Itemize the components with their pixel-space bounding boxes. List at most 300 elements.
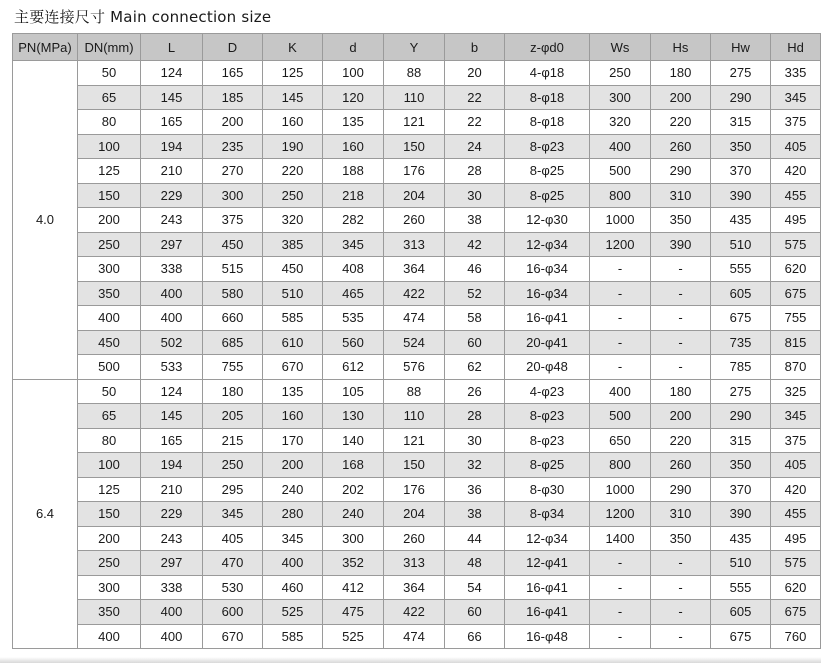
table-cell: 52 bbox=[445, 281, 505, 306]
table-cell: 435 bbox=[711, 526, 771, 551]
table-cell: 275 bbox=[711, 379, 771, 404]
table-cell: 297 bbox=[141, 232, 203, 257]
column-header: Hd bbox=[771, 34, 821, 61]
table-cell: 121 bbox=[384, 428, 445, 453]
table-cell: 150 bbox=[78, 183, 141, 208]
table-cell: 408 bbox=[323, 257, 384, 282]
table-cell: 400 bbox=[141, 281, 203, 306]
table-cell: 675 bbox=[711, 624, 771, 649]
table-cell: - bbox=[590, 257, 651, 282]
table-cell: 30 bbox=[445, 183, 505, 208]
table-cell: 215 bbox=[203, 428, 263, 453]
column-header: b bbox=[445, 34, 505, 61]
table-row bbox=[13, 502, 821, 527]
table-cell: - bbox=[651, 281, 711, 306]
table-cell: 405 bbox=[203, 526, 263, 551]
table-row bbox=[13, 600, 821, 625]
table-cell: 210 bbox=[141, 159, 203, 184]
table-cell: 400 bbox=[590, 134, 651, 159]
table-cell: 290 bbox=[711, 404, 771, 429]
table-cell: 260 bbox=[651, 134, 711, 159]
table-cell: 110 bbox=[384, 404, 445, 429]
table-cell: 815 bbox=[771, 330, 821, 355]
table-cell: 180 bbox=[203, 379, 263, 404]
table-cell: 370 bbox=[711, 159, 771, 184]
table-cell: 8-φ34 bbox=[505, 502, 590, 527]
table-row bbox=[13, 85, 821, 110]
table-cell: 650 bbox=[590, 428, 651, 453]
table-cell: 220 bbox=[651, 110, 711, 135]
table-cell: 165 bbox=[141, 110, 203, 135]
table-cell: 364 bbox=[384, 257, 445, 282]
table-row bbox=[13, 428, 821, 453]
table-cell: 455 bbox=[771, 183, 821, 208]
table-cell: 80 bbox=[78, 428, 141, 453]
table-cell: 620 bbox=[771, 575, 821, 600]
table-row bbox=[13, 551, 821, 576]
table-cell: 474 bbox=[384, 306, 445, 331]
table-row bbox=[13, 61, 821, 86]
table-cell: 140 bbox=[323, 428, 384, 453]
table-cell: 250 bbox=[203, 453, 263, 478]
table-cell: 190 bbox=[263, 134, 323, 159]
table-row bbox=[13, 355, 821, 380]
table-cell: 4-φ23 bbox=[505, 379, 590, 404]
table-cell: 1200 bbox=[590, 232, 651, 257]
table-cell: 533 bbox=[141, 355, 203, 380]
table-cell: 235 bbox=[203, 134, 263, 159]
table-cell: 800 bbox=[590, 453, 651, 478]
table-cell: 345 bbox=[771, 404, 821, 429]
column-header: L bbox=[141, 34, 203, 61]
table-cell: 250 bbox=[78, 551, 141, 576]
table-cell: 42 bbox=[445, 232, 505, 257]
table-cell: - bbox=[651, 575, 711, 600]
table-cell: 400 bbox=[78, 306, 141, 331]
table-cell: 525 bbox=[263, 600, 323, 625]
table-cell: 194 bbox=[141, 134, 203, 159]
table-cell: 250 bbox=[78, 232, 141, 257]
column-header: Ws bbox=[590, 34, 651, 61]
table-cell: 135 bbox=[323, 110, 384, 135]
table-cell: 475 bbox=[323, 600, 384, 625]
table-cell: 160 bbox=[263, 404, 323, 429]
table-cell: 524 bbox=[384, 330, 445, 355]
table-cell: 535 bbox=[323, 306, 384, 331]
table-cell: 218 bbox=[323, 183, 384, 208]
table-cell: 555 bbox=[711, 257, 771, 282]
table-cell: 460 bbox=[263, 575, 323, 600]
table-cell: 250 bbox=[590, 61, 651, 86]
table-row bbox=[13, 404, 821, 429]
table-cell: 80 bbox=[78, 110, 141, 135]
table-cell: 320 bbox=[590, 110, 651, 135]
table-cell: - bbox=[651, 551, 711, 576]
table-cell: 160 bbox=[263, 110, 323, 135]
table-cell: 28 bbox=[445, 159, 505, 184]
table-cell: - bbox=[590, 575, 651, 600]
table-header-row bbox=[13, 34, 821, 61]
table-cell: 605 bbox=[711, 281, 771, 306]
table-cell: 168 bbox=[323, 453, 384, 478]
table-cell: 243 bbox=[141, 526, 203, 551]
table-cell: 290 bbox=[711, 85, 771, 110]
table-row bbox=[13, 306, 821, 331]
table-cell: 313 bbox=[384, 232, 445, 257]
table-cell: - bbox=[651, 306, 711, 331]
table-row bbox=[13, 281, 821, 306]
table-cell: 280 bbox=[263, 502, 323, 527]
table-cell: 345 bbox=[323, 232, 384, 257]
table-cell: 290 bbox=[651, 477, 711, 502]
table-cell: 58 bbox=[445, 306, 505, 331]
table-cell: - bbox=[590, 330, 651, 355]
table-cell: 130 bbox=[323, 404, 384, 429]
column-header: d bbox=[323, 34, 384, 61]
table-cell: 200 bbox=[78, 526, 141, 551]
table-cell: 405 bbox=[771, 134, 821, 159]
table-cell: 435 bbox=[711, 208, 771, 233]
table-cell: 350 bbox=[78, 281, 141, 306]
table-cell: 150 bbox=[78, 502, 141, 527]
table-row bbox=[13, 624, 821, 649]
table-cell: 585 bbox=[263, 306, 323, 331]
table-cell: 205 bbox=[203, 404, 263, 429]
table-cell: 220 bbox=[263, 159, 323, 184]
table-cell: 755 bbox=[203, 355, 263, 380]
table-cell: 8-φ25 bbox=[505, 183, 590, 208]
table-cell: 575 bbox=[771, 232, 821, 257]
table-cell: 4-φ18 bbox=[505, 61, 590, 86]
table-cell: 422 bbox=[384, 600, 445, 625]
table-cell: 390 bbox=[651, 232, 711, 257]
table-cell: 1200 bbox=[590, 502, 651, 527]
table-cell: 12-φ34 bbox=[505, 232, 590, 257]
table-cell: 120 bbox=[323, 85, 384, 110]
table-cell: 390 bbox=[711, 183, 771, 208]
table-cell: 297 bbox=[141, 551, 203, 576]
table-cell: 12-φ34 bbox=[505, 526, 590, 551]
table-cell: 310 bbox=[651, 502, 711, 527]
table-cell: 38 bbox=[445, 208, 505, 233]
table-cell: 450 bbox=[203, 232, 263, 257]
table-cell: 785 bbox=[711, 355, 771, 380]
table-cell: 338 bbox=[141, 257, 203, 282]
table-cell: 121 bbox=[384, 110, 445, 135]
table-cell: 335 bbox=[771, 61, 821, 86]
table-cell: 202 bbox=[323, 477, 384, 502]
table-cell: 670 bbox=[203, 624, 263, 649]
column-header: Hs bbox=[651, 34, 711, 61]
table-cell: - bbox=[651, 355, 711, 380]
table-cell: 8-φ23 bbox=[505, 428, 590, 453]
table-cell: 260 bbox=[384, 526, 445, 551]
pressure-rating-cell: 6.4 bbox=[13, 379, 78, 649]
table-cell: 300 bbox=[78, 257, 141, 282]
table-row bbox=[13, 526, 821, 551]
table-cell: 16-φ41 bbox=[505, 306, 590, 331]
table-cell: 165 bbox=[141, 428, 203, 453]
table-cell: 352 bbox=[323, 551, 384, 576]
table-cell: 375 bbox=[771, 110, 821, 135]
table-cell: 180 bbox=[651, 379, 711, 404]
table-cell: 16-φ41 bbox=[505, 575, 590, 600]
table-cell: 188 bbox=[323, 159, 384, 184]
table-cell: 1000 bbox=[590, 477, 651, 502]
table-cell: 385 bbox=[263, 232, 323, 257]
table-cell: 20-φ48 bbox=[505, 355, 590, 380]
table-cell: 240 bbox=[323, 502, 384, 527]
table-cell: 450 bbox=[263, 257, 323, 282]
table-cell: 350 bbox=[651, 526, 711, 551]
table-cell: 735 bbox=[711, 330, 771, 355]
table-cell: 8-φ23 bbox=[505, 134, 590, 159]
table-cell: 400 bbox=[590, 379, 651, 404]
table-cell: - bbox=[590, 600, 651, 625]
table-cell: 313 bbox=[384, 551, 445, 576]
column-header: Y bbox=[384, 34, 445, 61]
table-cell: 8-φ25 bbox=[505, 159, 590, 184]
table-cell: 295 bbox=[203, 477, 263, 502]
table-cell: 495 bbox=[771, 526, 821, 551]
table-cell: 502 bbox=[141, 330, 203, 355]
table-cell: 62 bbox=[445, 355, 505, 380]
table-cell: 12-φ41 bbox=[505, 551, 590, 576]
table-cell: 350 bbox=[78, 600, 141, 625]
table-cell: 243 bbox=[141, 208, 203, 233]
table-row bbox=[13, 257, 821, 282]
table-cell: 60 bbox=[445, 600, 505, 625]
table-cell: 1400 bbox=[590, 526, 651, 551]
table-cell: 50 bbox=[78, 61, 141, 86]
table-cell: 26 bbox=[445, 379, 505, 404]
column-header: K bbox=[263, 34, 323, 61]
column-header: Hw bbox=[711, 34, 771, 61]
table-cell: 560 bbox=[323, 330, 384, 355]
table-cell: 605 bbox=[711, 600, 771, 625]
table-cell: 124 bbox=[141, 61, 203, 86]
table-cell: 204 bbox=[384, 502, 445, 527]
table-cell: 100 bbox=[323, 61, 384, 86]
table-cell: 8-φ18 bbox=[505, 85, 590, 110]
table-cell: 200 bbox=[203, 110, 263, 135]
table-cell: 8-φ18 bbox=[505, 110, 590, 135]
table-cell: 370 bbox=[711, 477, 771, 502]
table-cell: 65 bbox=[78, 404, 141, 429]
table-cell: 20 bbox=[445, 61, 505, 86]
table-cell: 412 bbox=[323, 575, 384, 600]
table-cell: 400 bbox=[78, 624, 141, 649]
table-cell: 350 bbox=[711, 134, 771, 159]
table-cell: 300 bbox=[78, 575, 141, 600]
table-cell: - bbox=[651, 600, 711, 625]
table-cell: 44 bbox=[445, 526, 505, 551]
table-cell: 180 bbox=[651, 61, 711, 86]
table-cell: 670 bbox=[263, 355, 323, 380]
table-cell: 260 bbox=[651, 453, 711, 478]
table-cell: 470 bbox=[203, 551, 263, 576]
table-cell: 200 bbox=[651, 404, 711, 429]
table-cell: 124 bbox=[141, 379, 203, 404]
table-row bbox=[13, 477, 821, 502]
table-cell: 204 bbox=[384, 183, 445, 208]
table-cell: 420 bbox=[771, 159, 821, 184]
table-cell: 28 bbox=[445, 404, 505, 429]
table-cell: 345 bbox=[263, 526, 323, 551]
table-cell: 675 bbox=[711, 306, 771, 331]
table-cell: 510 bbox=[263, 281, 323, 306]
table-cell: 100 bbox=[78, 134, 141, 159]
table-cell: 200 bbox=[263, 453, 323, 478]
table-cell: 20-φ41 bbox=[505, 330, 590, 355]
table-cell: 500 bbox=[78, 355, 141, 380]
table-cell: 525 bbox=[323, 624, 384, 649]
table-row bbox=[13, 453, 821, 478]
table-cell: 8-φ25 bbox=[505, 453, 590, 478]
table-cell: 110 bbox=[384, 85, 445, 110]
table-cell: 300 bbox=[323, 526, 384, 551]
table-cell: 375 bbox=[771, 428, 821, 453]
table-cell: 36 bbox=[445, 477, 505, 502]
table-cell: 375 bbox=[203, 208, 263, 233]
table-row bbox=[13, 183, 821, 208]
table-cell: 229 bbox=[141, 183, 203, 208]
table-cell: 600 bbox=[203, 600, 263, 625]
table-cell: 150 bbox=[384, 134, 445, 159]
table-cell: 612 bbox=[323, 355, 384, 380]
table-cell: 16-φ34 bbox=[505, 281, 590, 306]
table-row bbox=[13, 134, 821, 159]
table-cell: 46 bbox=[445, 257, 505, 282]
table-cell: 620 bbox=[771, 257, 821, 282]
table-cell: 400 bbox=[263, 551, 323, 576]
table-cell: 88 bbox=[384, 379, 445, 404]
table-cell: 675 bbox=[771, 600, 821, 625]
table-cell: 474 bbox=[384, 624, 445, 649]
table-cell: 270 bbox=[203, 159, 263, 184]
table-cell: 65 bbox=[78, 85, 141, 110]
table-cell: 530 bbox=[203, 575, 263, 600]
table-cell: 422 bbox=[384, 281, 445, 306]
page-title: 主要连接尺寸 Main connection size bbox=[14, 8, 272, 26]
table-cell: 1000 bbox=[590, 208, 651, 233]
table-cell: 176 bbox=[384, 477, 445, 502]
table-cell: 125 bbox=[78, 159, 141, 184]
table-cell: 200 bbox=[651, 85, 711, 110]
table-cell: 576 bbox=[384, 355, 445, 380]
table-cell: 510 bbox=[711, 551, 771, 576]
table-cell: 16-φ34 bbox=[505, 257, 590, 282]
table-cell: - bbox=[651, 330, 711, 355]
table-cell: 390 bbox=[711, 502, 771, 527]
table-cell: - bbox=[590, 306, 651, 331]
table-cell: 325 bbox=[771, 379, 821, 404]
table-cell: 54 bbox=[445, 575, 505, 600]
table-body bbox=[13, 61, 821, 649]
table-cell: 300 bbox=[203, 183, 263, 208]
table-cell: 400 bbox=[141, 600, 203, 625]
table-cell: 555 bbox=[711, 575, 771, 600]
table-cell: 60 bbox=[445, 330, 505, 355]
table-cell: 685 bbox=[203, 330, 263, 355]
table-cell: 310 bbox=[651, 183, 711, 208]
table-cell: 22 bbox=[445, 110, 505, 135]
table-cell: 38 bbox=[445, 502, 505, 527]
table-cell: 580 bbox=[203, 281, 263, 306]
table-cell: 200 bbox=[78, 208, 141, 233]
table-cell: 100 bbox=[78, 453, 141, 478]
table-cell: 260 bbox=[384, 208, 445, 233]
table-cell: 515 bbox=[203, 257, 263, 282]
table-cell: 338 bbox=[141, 575, 203, 600]
table-cell: 500 bbox=[590, 404, 651, 429]
table-cell: 660 bbox=[203, 306, 263, 331]
table-cell: 150 bbox=[384, 453, 445, 478]
table-cell: 610 bbox=[263, 330, 323, 355]
column-header: DN(mm) bbox=[78, 34, 141, 61]
table-cell: 185 bbox=[203, 85, 263, 110]
table-cell: 170 bbox=[263, 428, 323, 453]
table-cell: 135 bbox=[263, 379, 323, 404]
table-row bbox=[13, 159, 821, 184]
bottom-divider bbox=[0, 657, 821, 663]
table-cell: 760 bbox=[771, 624, 821, 649]
table-cell: - bbox=[590, 624, 651, 649]
table-cell: 345 bbox=[203, 502, 263, 527]
table-row bbox=[13, 379, 821, 404]
table-cell: 8-φ30 bbox=[505, 477, 590, 502]
table-cell: 16-φ41 bbox=[505, 600, 590, 625]
table-cell: 400 bbox=[141, 624, 203, 649]
table-cell: - bbox=[590, 551, 651, 576]
table-cell: 12-φ30 bbox=[505, 208, 590, 233]
table-cell: 220 bbox=[651, 428, 711, 453]
table-cell: 30 bbox=[445, 428, 505, 453]
table-cell: 465 bbox=[323, 281, 384, 306]
table-cell: 400 bbox=[141, 306, 203, 331]
table-cell: 500 bbox=[590, 159, 651, 184]
table-cell: 510 bbox=[711, 232, 771, 257]
table-row bbox=[13, 575, 821, 600]
connection-size-table bbox=[12, 33, 821, 649]
table-cell: 405 bbox=[771, 453, 821, 478]
table-cell: 300 bbox=[590, 85, 651, 110]
table-cell: 870 bbox=[771, 355, 821, 380]
column-header: z-φd0 bbox=[505, 34, 590, 61]
table-cell: 24 bbox=[445, 134, 505, 159]
table-row bbox=[13, 232, 821, 257]
table-cell: 755 bbox=[771, 306, 821, 331]
table-row bbox=[13, 330, 821, 355]
table-cell: 420 bbox=[771, 477, 821, 502]
table-cell: 194 bbox=[141, 453, 203, 478]
table-cell: 176 bbox=[384, 159, 445, 184]
table-cell: - bbox=[590, 355, 651, 380]
table-cell: 455 bbox=[771, 502, 821, 527]
table-cell: 320 bbox=[263, 208, 323, 233]
table-cell: 8-φ23 bbox=[505, 404, 590, 429]
table-cell: 66 bbox=[445, 624, 505, 649]
table-cell: 105 bbox=[323, 379, 384, 404]
table-cell: 32 bbox=[445, 453, 505, 478]
table-cell: 145 bbox=[263, 85, 323, 110]
table-cell: 315 bbox=[711, 110, 771, 135]
table-cell: - bbox=[651, 624, 711, 649]
table-cell: 16-φ48 bbox=[505, 624, 590, 649]
table-cell: - bbox=[590, 281, 651, 306]
table-cell: 145 bbox=[141, 404, 203, 429]
table-cell: 450 bbox=[78, 330, 141, 355]
